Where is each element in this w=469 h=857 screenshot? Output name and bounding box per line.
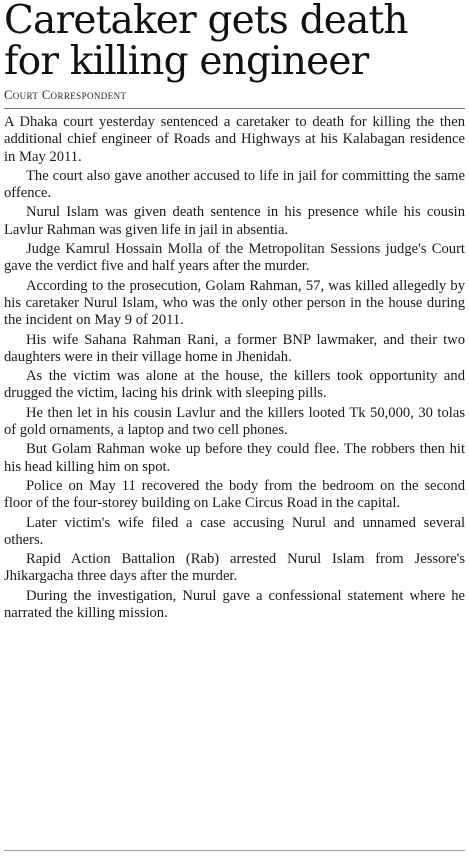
headline-line-1: Caretaker gets death — [4, 0, 408, 43]
paragraph-4: Judge Kamrul Hossain Molla of the Metropolitan Sessions judge's Court gave the verdict five and half years after the murder. — [4, 241, 465, 275]
paragraph-3: Nurul Islam was given death sentence in his presence while his cousin Lavlur Rahman was given life in jail in absentia. — [4, 204, 465, 238]
paragraph-9: But Golam Rahman woke up before they could flee. The robbers then hit his head killing him on spot. — [4, 441, 465, 475]
paragraph-12: Rapid Action Battalion (Rab) arrested Nurul Islam from Jessore's Jhikargacha three days after the murder. — [4, 551, 465, 585]
paragraph-5: According to the prosecution, Golam Rahman, 57, was killed allegedly by his caretaker Nurul Islam, who was the only other person in the house during the incident on May 9 of 2011. — [4, 277, 465, 329]
bottom-divider — [4, 850, 465, 851]
paragraph-13: During the investigation, Nurul gave a confessional statement where he narrated the killing mission. — [4, 587, 465, 622]
headline — [4, 0, 465, 82]
article-body — [4, 114, 465, 622]
paragraph-2: The court also gave another accused to life in jail for committing the same offence. — [4, 167, 465, 202]
paragraph-8: He then let in his cousin Lavlur and the killers looted Tk 50,000, 30 tolas of gold ornaments, a laptop and two cell phones. — [4, 404, 465, 439]
news-article — [4, 0, 465, 624]
headline-line-2: for killing engineer — [4, 39, 369, 84]
paragraph-6: His wife Sahana Rahman Rani, a former BNP lawmaker, and their two daughters were in their village home in Jhenidah. — [4, 331, 465, 365]
paragraph-7: As the victim was alone at the house, the killers took opportunity and drugged the victim, lacing his drink with sleeping pills. — [4, 368, 465, 402]
paragraph-10: Police on May 11 recovered the body from the bedroom on the second floor of the four-storey building on Lake Circus Road in the capital. — [4, 477, 465, 512]
paragraph-1: A Dhaka court yesterday sentenced a caretaker to death for killing the then additional chief engineer of Roads and Highways at his Kalabagan residence in May 2011. — [4, 114, 465, 165]
byline: Court Correspondent — [4, 88, 465, 109]
paragraph-11: Later victim's wife filed a case accusing Nurul and unnamed several others. — [4, 514, 465, 548]
